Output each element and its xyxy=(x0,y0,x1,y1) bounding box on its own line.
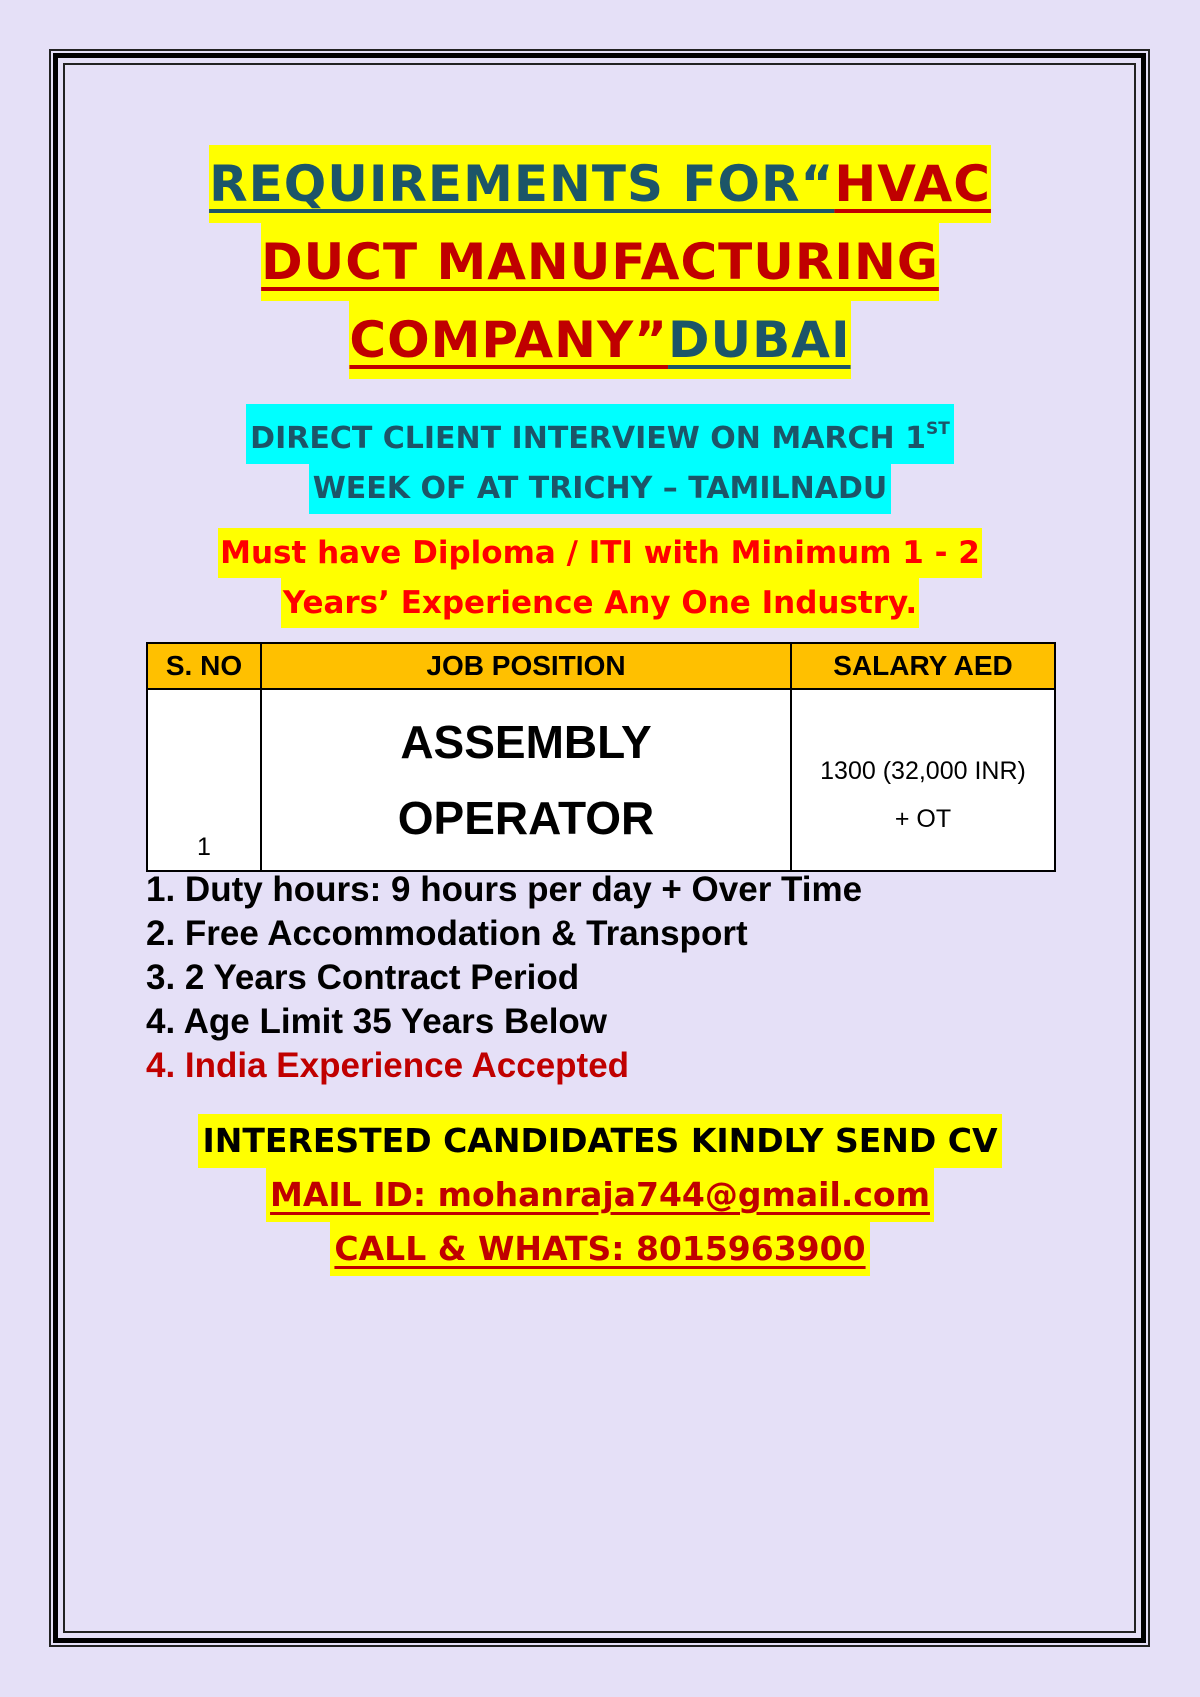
benefit-item: 4. Age Limit 35 Years Below xyxy=(146,1002,608,1041)
table-row xyxy=(147,689,1055,871)
send-cv-cta: INTERESTED CANDIDATES KINDLY SEND CV xyxy=(198,1114,1001,1168)
benefit-item-highlight: 4. India Experience Accepted xyxy=(146,1046,630,1085)
interview-superscript: ST xyxy=(925,419,950,439)
requirement-line-2: Years’ Experience Any One Industry. xyxy=(281,578,919,628)
header-sno: S. NO xyxy=(147,643,261,689)
header-salary: SALARY AED xyxy=(791,643,1055,689)
interview-line-1 xyxy=(246,404,954,464)
title-line-1 xyxy=(209,145,991,223)
cell-sno: 1 xyxy=(147,689,261,871)
qualification-requirement xyxy=(0,528,1200,628)
requirement-line-1: Must have Diploma / ITI with Minimum 1 - 2 xyxy=(218,528,982,578)
benefits-list xyxy=(146,868,862,1088)
phone-number[interactable]: CALL & WHATS: 8015963900 xyxy=(330,1222,869,1276)
job-table xyxy=(146,642,1056,872)
mail-id-link[interactable]: MAIL ID: mohanraja744@gmail.com xyxy=(266,1168,934,1222)
position-line-1: ASSEMBLY xyxy=(400,716,652,768)
title-line-2 xyxy=(261,223,939,301)
position-line-2: OPERATOR xyxy=(397,792,655,844)
header-job-position: JOB POSITION xyxy=(261,643,791,689)
interview-line-2: WEEK OF AT TRICHY – TAMILNADU xyxy=(309,464,892,514)
title-text-duct: DUCT MANUFACTURING xyxy=(261,233,939,291)
salary-line-1: 1300 (32,000 INR) xyxy=(820,757,1026,785)
benefit-item: 1. Duty hours: 9 hours per day + Over Time xyxy=(146,870,863,909)
benefit-item: 2. Free Accommodation & Transport xyxy=(146,914,748,953)
interview-info xyxy=(0,404,1200,514)
title-text-requirements: REQUIREMENTS FOR“ xyxy=(209,155,835,213)
title-text-dubai: DUBAI xyxy=(668,311,851,369)
title-text-hvac: HVAC xyxy=(834,155,991,213)
cell-position xyxy=(261,689,791,871)
interview-text-1: DIRECT CLIENT INTERVIEW ON MARCH 1 xyxy=(250,421,926,456)
contact-section xyxy=(0,1114,1200,1276)
benefit-item: 3. 2 Years Contract Period xyxy=(146,958,580,997)
cell-salary xyxy=(791,689,1055,871)
page-title xyxy=(0,145,1200,379)
table-header-row xyxy=(147,643,1055,689)
title-line-3 xyxy=(349,301,850,379)
salary-line-2: + OT xyxy=(894,805,952,833)
title-text-company: COMPANY” xyxy=(349,311,669,369)
